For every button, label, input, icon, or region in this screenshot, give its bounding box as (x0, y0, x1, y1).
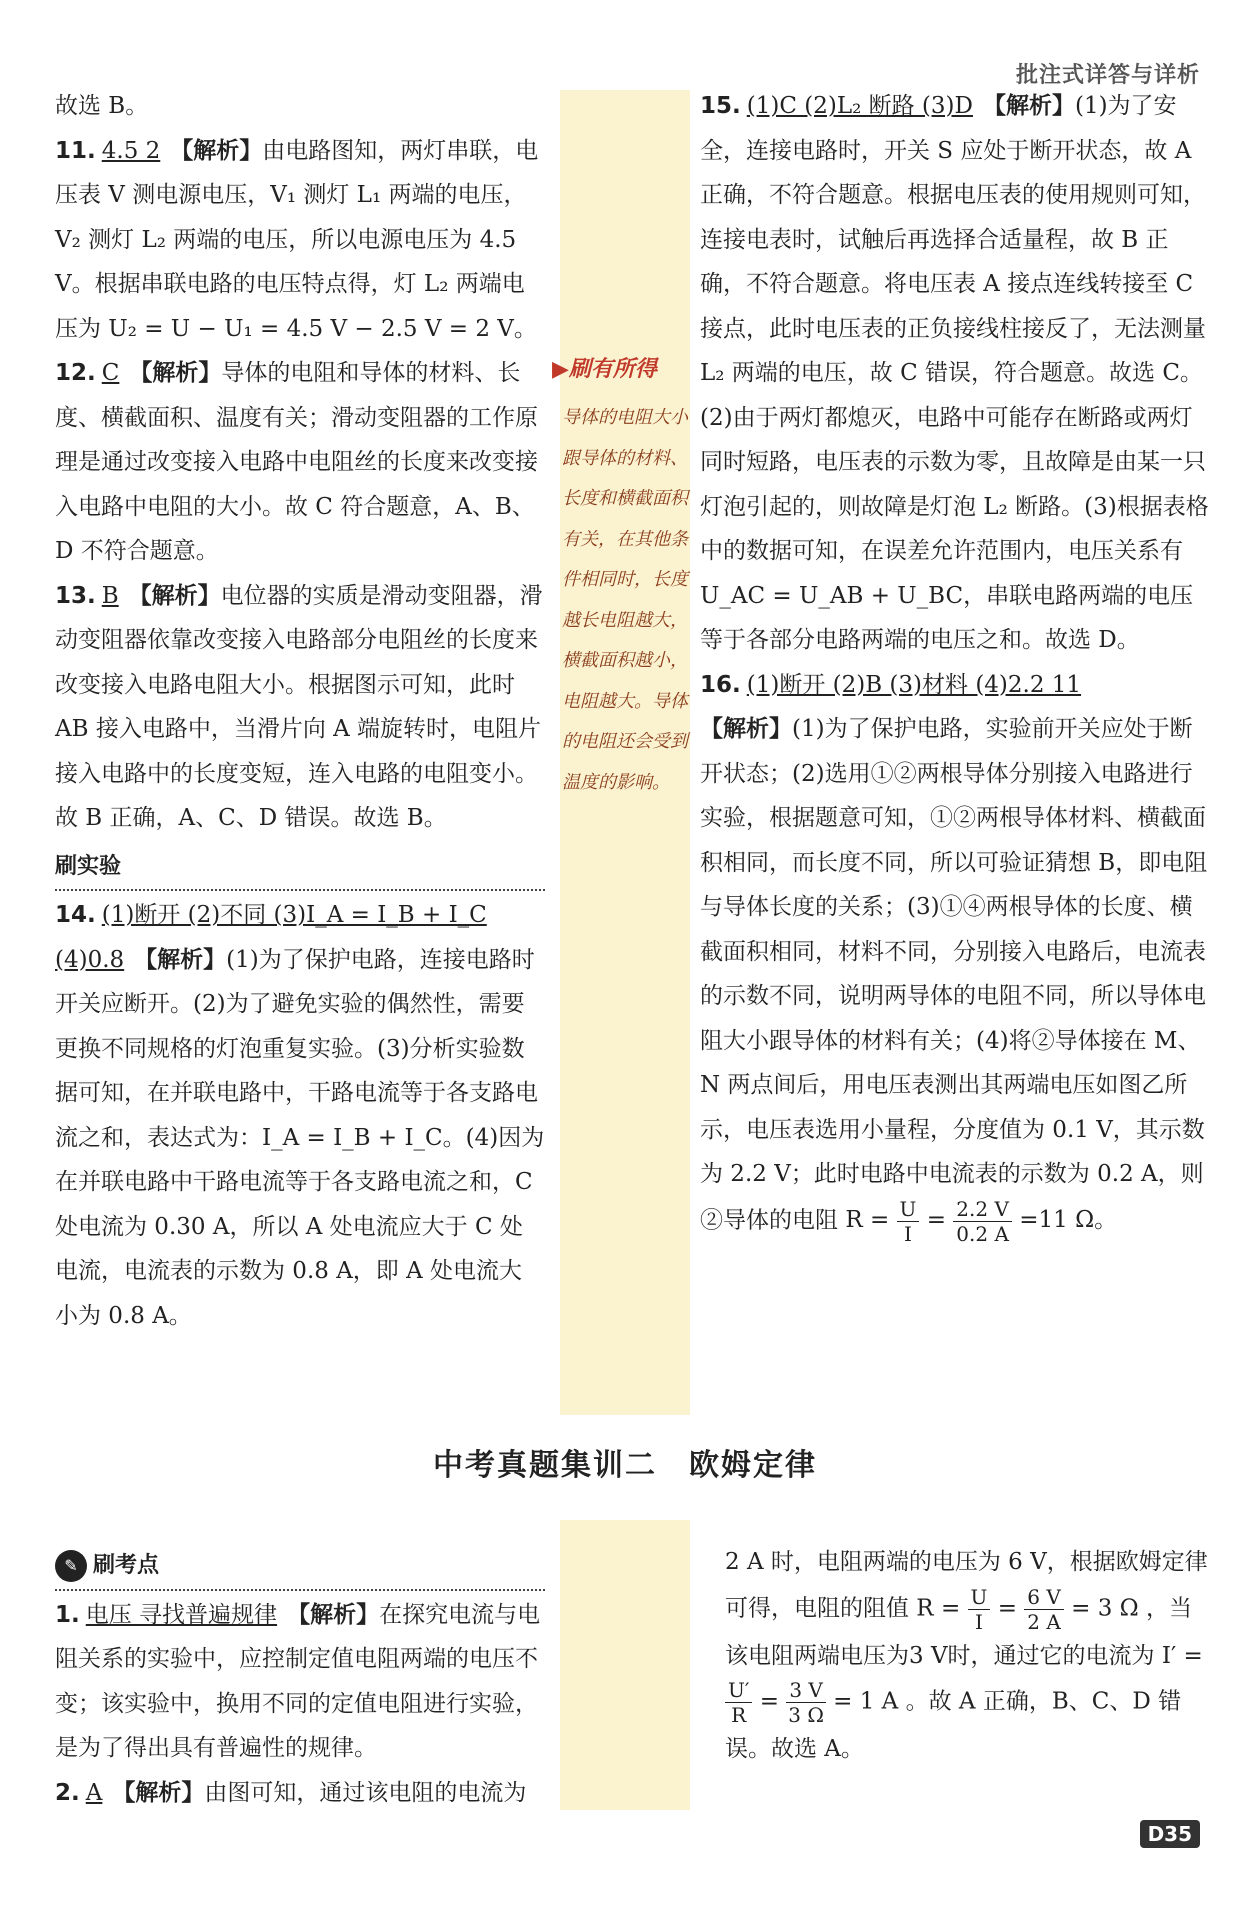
section-point-heading: ✎ 刷考点 (55, 1544, 545, 1591)
question-1: 1. 电压 寻找普遍规律 【解析】在探究电流与电阻关系的实验中，应控制定值电阻两端的电压不变；该实验中，换用不同的定值电阻进行实验，是为了得出具有普遍性的规律。 (55, 1601, 541, 1761)
question-16: 16. (1)断开 (2)B (3)材料 (4)2.2 11 【解析】(1)为了保护电路，实验前开关应处于断开状态；(2)选用①②两根导体分别接入电路进行实验，根据题意可知，①②两根导体材料、横截面积相同，而长度不同，所以可验证猜想 B，即电阻与导体长度的关系；(3)①④两根导体的长度、横截面积相同，材料不同，分别接入电路后，电流表的示数不同，说明两导体的电阻不同，所以导体电阻大小跟导体的材料有关；(4)将②导体接在 M、N 两点间后，用电压表测出其两端电压如图乙所示，电压表选用小量程，分度值为 0.1 V，其示数为 2.2 V；此时电路中电流表的示数为 0.2 A，则②导体的电阻 R = $\frac{U}{I}$ = $\frac{2.2 V}{0.2 A}$ =11 Ω。 (700, 671, 1208, 1246)
side-strip-2 (560, 1520, 690, 1810)
right-column-2 (725, 1540, 1215, 1772)
question-12: 12. C 【解析】导体的电阻和导体的材料、长度、横截面积、温度有关；滑动变阻器的工作原理是通过改变接入电路中电阻丝的长度来改变接入电路中电阻的大小。故 C 符合题意，A、B、D 不符合题意。 (55, 360, 538, 564)
question-15: 15. (1)C (2)L₂ 断路 (3)D 【解析】(1)为了安全，连接电路时，开关 S 应处于断开状态，故 A 正确，不符合题意。根据电压表的使用规则可知，连接电表时，试触后再选择合适量程，故 B 正确，不符合题意。将电压表 A 接点连线转接至 C 接点，此时电压表的正负接线柱接反了，无法测量 L₂ 两端的电压，故 C 错误，符合题意。故选 C。(2)由于两灯都熄灭，电路中可能存在断路或两灯同时短路，电压表的示数为零，且故障是由某一只灯泡引起的，则故障是灯泡 L₂ 断路。(3)根据表格中的数据可知，在误差允许范围内，电压关系有 U_AC = U_AB + U_BC，串联电路两端的电压等于各部分电路两端的电压之和。故选 D。 (700, 93, 1209, 653)
question-13: 13. B 【解析】电位器的实质是滑动变阻器，滑动变阻器依靠改变接入电路部分电阻丝的长度来改变接入电路电阻大小。根据图示可知，此时 AB 接入电路中，当滑片向 A 端旋转时，电阻片接入电路中的长度变短，连入电路的电阻变小。故 B 正确，A、C、D 错误。故选 B。 (55, 582, 543, 831)
question-11: 11. 4.5 2 【解析】由电路图知，两灯串联，电压表 V 测电源电压，V₁ 测灯 L₁ 两端的电压，V₂ 测灯 L₂ 两端的电压，所以电源电压为 4.5 V。根据串联电路的电压特点得，灯 L₂ 两端电压为 U₂ = U − U₁ = 4.5 V − 2.5 V = 2 V。 (55, 137, 539, 342)
section-lab-heading: 刷实验 (55, 845, 545, 892)
question-14: 14. (1)断开 (2)不同 (3)I_A = I_B + I_C (4)0.8 【解析】(1)为了保护电路，连接电路时开关应断开。(2)为了避免实验的偶然性，需要更换不同规格的灯泡重复实验。(3)分析实验数据可知，在并联电路中，干路电流等于各支路电流之和，表达式为：I_A = I_B + I_C。(4)因为在并联电路中干路电流等于各支路电流之和，C 处电流为 0.30 A，所以 A 处电流应大于 C 处电流，电流表的示数为 0.8 A，即 A 处电流大小为 0.8 A。 (55, 902, 545, 1329)
right-column (700, 84, 1210, 1246)
side-note-title: ▶刷有所得 (552, 357, 657, 382)
side-note-text: 导体的电阻大小跟导体的材料、长度和横截面积有关，在其他条件相同时，长度越长电阻越大，横截面积越小，电阻越大。导体的电阻还会受到温度的影响。 (562, 407, 688, 793)
left-column-2 (55, 1540, 550, 1815)
question-2-continued: 2 A 时，电阻两端的电压为 6 V，根据欧姆定律可得，电阻的阻值 R = $\frac{U}{I}$ = $\frac{6 V}{2 A}$ = 3 Ω ，当该电阻两端电压为3 V时，通过它的电流为 I′ = $\frac{U'}{R}$ = $\frac{3 V}{3 \Omega}$ = 1 A 。故 A 正确，B、C、D 错误。故选 A。 (725, 1549, 1208, 1762)
page-number: D35 (1140, 1820, 1200, 1848)
continuation-text: 故选 B。 (55, 93, 149, 119)
resistance-formula: R = $\frac{U}{I}$ = $\frac{2.2 V}{0.2 A}$ =11 Ω。 (845, 1196, 1118, 1246)
brush-icon: ✎ (55, 1550, 87, 1582)
question-2: 2. A 【解析】由图可知，通过该电阻的电流为 (55, 1779, 527, 1806)
page-header: 批注式详答与详析 (1015, 63, 1200, 88)
left-column (55, 84, 545, 1338)
section-title: 中考真题集训二 欧姆定律 (433, 1448, 817, 1483)
